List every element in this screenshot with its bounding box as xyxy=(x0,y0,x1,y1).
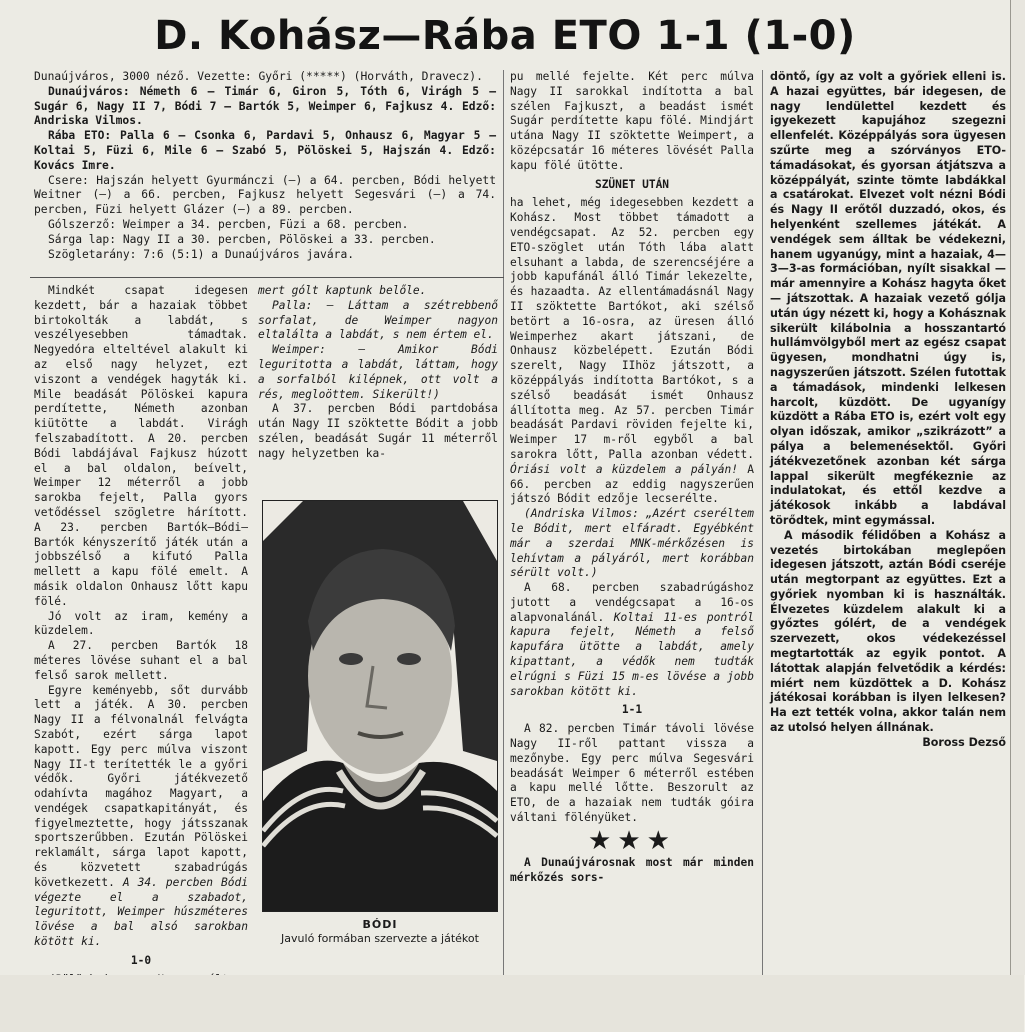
paragraph-text: A 68. percben szabadrúgáshoz jutott a vendégcsapat a 16-os alapvonalánál. xyxy=(510,581,754,624)
quote-text: Weimper: — Amikor Bódi leguritotta a labdát, láttam, hogy a sorfalból kilépnek, ott volt a rés, megloöttem. Sikerült!) xyxy=(258,343,498,401)
quote xyxy=(258,284,498,299)
yellow-cards: Sárga lap: Nagy II a 30. percben, Pölöskei a 33. percben. xyxy=(48,232,436,246)
match-venue: Dunaújváros, 3000 néző. Vezette: Győri (*****) (Horváth, Dravecz). xyxy=(34,70,483,83)
score-subhead: 1-0 xyxy=(130,953,152,967)
author: Boross Dezső xyxy=(922,735,1006,749)
article-column-1 xyxy=(34,284,248,974)
score-subhead: 1-1 xyxy=(621,703,643,717)
star-separator: ★★★ xyxy=(588,825,676,856)
paragraph-text: ha lehet, még idegesebben kezdett a Kohász. Most többet támadott a vendégcsapat. Az 52. percben egy ETO-szöglet után Tóth lába alatt elsuhant a labda, de szerencséjére a jobb kapufánál álló Timár lekezelte, és hazaadta. Az ellentámadásnál Nagy II szöktette Bartókot, aki szélső betört a 16-osra, az üresen álló Weimperhez akart játszani, de Onhausz közbelépett. Ezután Bódi szerelt, Nagy IIhöz játszott, a középpályás indította Bartókot, s a szélső beadását ismét Onhausz állította meg. Az 57. percben Timár beadását Pardavi röviden fejelte ki, Weimper 17 m-ről egyből a bal sarokra lőtt, Palla azonban védett. xyxy=(510,196,754,461)
corner-ratio: Szögletarány: 7:6 (5:1) a Dunaújváros javára. xyxy=(48,247,355,261)
player-photo xyxy=(262,500,498,912)
paragraph: pu mellé fejelte. Két perc múlva Nagy II sarokkal indította a bal szélen Fajkuszt, a beadást ismét Sugár perdítette kapu fölé. Mindjárt utána Nagy II szöktette Weimpert, a középcsatár 16 méteres lövését Palla kapu fölé ütötte. xyxy=(510,70,754,172)
page-margin xyxy=(0,975,1024,1032)
photo-caption xyxy=(262,918,498,946)
column-divider xyxy=(762,70,763,975)
portrait-image xyxy=(263,501,497,911)
quote-text: Palla: — Láttam a szétrebbenő sorfalat, de Weimper nagyon eltalálta a labdát, s nem értem el. xyxy=(258,298,498,342)
lineup-away: Rába ETO: Palla 6 — Csonka 6, Pardavi 5, Onhausz 6, Magyar 5 — Koltai 5, Füzi 6, Mile 6 — Szabó 5, Pölöskei 5, Hajszán 4. Edző: Kovács Imre. xyxy=(34,129,496,172)
paragraph-text: Egyre keményebb, sőt durvább lett a játék. A 30. percben Nagy II a félvonalnál felvágta Szabót, ezért sárga lapot kapott. Egy perc múlva viszont Nagy II-t terítették le a győri védők. Győri játékvezető odahívta magához Magyart, a vendégek csapatkapitányát, és figyelmeztette, hogy játsszanak sportszerűbben. Ezután Pölöskei reklamált, sárga lapot kapott, és közvetett szabadrúgás következett. xyxy=(34,683,248,889)
column-divider xyxy=(503,70,504,975)
section-subhead: SZÜNET UTÁN xyxy=(594,177,670,191)
match-info-box xyxy=(34,70,496,270)
substitutions: Csere: Hajszán helyett Gyurmánczi (—) a 64. percben, Bódi helyett Weitner (—) a 66. percben, Fajkusz helyett Segesvári (—) a 74. percben, Füzi helyett Glázer (—) a 89. percben. xyxy=(34,173,496,217)
paragraph: döntő, így az volt a győriek elleni is. A hazai együttes, bár idegesen, de nagy lendülettel kezdett és igyekezett kapujához szegezni ellenfelét. Középpályás sora ügyesen szűrte meg a szórványos ETO-támadásokat, és gyorsan átjátszva a középpályát, szinte tömte labdákkal a csatárokat. Elvezet volt nézni Bódi és Nagy II erőtől duzzadó, okos, és helyenként szellemes játékát. A vendégek sem álltak be védekezni, hanem ugyanúgy, mint a hazaiak, 4—3—3-as formációban, nyílt sisakkal — már amennyire a Kohász hagyta őket — játszottak. A hazaiak vezető gólja után úgy nézett ki, hogy a Kohásznak sikerült kilábolnia a hosszantartó hullámvölgyből mert az egész csapat ügyesen, mondhatni úgy is, nagyszerűen játszott. Szélen futottak a támadások, mindenki lelkesen harcolt, küzdött. De ugyanígy küzdött a Rába ETO is, ezért volt egy olyan időszak, amikor „szikrázott” a pálya a belemenésektől. Győri játékvezetőnek azonban két sárga lappal sikerült megfékeznie az indulatokat, és ettől kezdve a játékosok inkább a labdával törődtek, mint egymással. xyxy=(770,70,1006,527)
paragraph xyxy=(34,684,248,950)
lineup-home: Dunaújváros: Németh 6 — Timár 6, Giron 5, Tóth 6, Virágh 5 — Sugár 6, Nagy II 7, Bódi 7 — Bartók 5, Weimper 6, Fajkusz 4. Edző: Andriska Vilmos. xyxy=(34,84,496,128)
paragraph: A 37. percben Bódi partdobása után Nagy II szöktette Bódit a jobb szélen, beadását Sugár 11 méterről nagy helyzetben ka- xyxy=(258,402,498,460)
quote xyxy=(258,299,498,343)
paragraph: A 27. percben Bartók 18 méteres lövése suhant el a bal felső sarok mellett. xyxy=(34,639,248,682)
paragraph-italic: Óriási volt a küzdelem a pályán! xyxy=(510,462,739,476)
paragraph-italic: A 34. percben Bódi végezte el a szabadot, leguritott, Weimper húszméteres lövése a bal alsó sarokban kötött ki. xyxy=(34,875,248,949)
paragraph: Jó volt az iram, kemény a küzdelem. xyxy=(34,609,248,638)
quote-text: (Andriska Vilmos: „Azért cseréltem le Bódit, mert elfáradt. Egyébként már a szerdai MNK-mérkőzésen is lehívtam a pályáról, mert korábban sérült volt.) xyxy=(510,507,754,580)
article-column-4 xyxy=(770,70,1006,970)
quote-text: mert gólt kaptunk belőle. xyxy=(258,284,427,297)
info-divider xyxy=(30,277,504,278)
caption-name: BÓDI xyxy=(362,918,398,931)
goalscorers: Gólszerző: Weimper a 34. percben, Füzi a 68. percben. xyxy=(48,217,409,231)
paragraph: Mindkét csapat idegesen kezdett, bár a hazaiak többet birtokolták a labdát, s veszélyesebben támadtak. Negyedóra elteltével alakult ki az első nagy helyzet, ezt viszont a vendégek hagyták ki. Mile beadását Pölöskei kapura perdítette, Németh azonban kiütötte a labdát. Virágh felszabadított. A 20. percben Bódi labdájával Fajkusz húzott el a bal oldalon, beívelt, Weimper 12 méterről a jobb sarokba fejelt, Palla gyors vetődéssel szögletre hárított. A 23. percben Bartók–Bódi–Bartók kényszerítő játék után a jobbszélső a kifutó Palla mellett a kapu fölé emelt. A másik oldalon Onhausz lőtt kapu fölé. xyxy=(34,284,248,608)
article-column-3 xyxy=(510,70,754,970)
paragraph: A második félidőben a Kohász a vezetés birtokában meglepően idegesen játszott, aztán Bódi cseréje után megtorpant az együttes. Ezt a győriek nyomban ki is használták. Élvezetes küzdelem alakult ki a győztes gólért, de a vendégek szervezett, okos védekezéssel megtartották az egyik pontot. A látottak alapján felvetődik a kérdés: miért nem küzdöttek a D. Kohász játékosai korábban is ilyen lelkesen? Ha ezt tették volna, akkor talán nem az utolsó helyen állnának. xyxy=(770,528,1006,735)
paragraph-italic: Koltai 11-es pontról kapura fejelt, Németh a felső kapufára ütötte a labdát, amely kipattant, a védők nem tudták elrúgni s Füzi 15 m-es lövése a jobb sarokban kötött ki. xyxy=(510,610,754,698)
paragraph: A 82. percben Timár távoli lövése Nagy II-ről pattant vissza a mezőnybe. Egy perc múlva Segesvári beadását Weimper 6 méterről estében a kapu mellé lőtte. Beszorult az ETO, de a hazaiak nem tudták góira váltani fölényüket. xyxy=(510,722,754,825)
paragraph xyxy=(510,581,754,699)
headline: D. Kohász—Rába ETO 1-1 (1-0) xyxy=(154,13,856,59)
paragraph xyxy=(510,196,754,507)
quote xyxy=(510,507,754,581)
adjacent-page-edge xyxy=(1010,0,1025,975)
article-column-2 xyxy=(258,284,498,494)
caption-text: Javuló formában szervezte a játékot xyxy=(281,932,479,945)
paragraph: A Dunaújvárosnak most már minden mérkőzés sors- xyxy=(510,855,754,884)
paragraph-text: A 66. percben az eddig nagyszerűen játszó Bódit edzője lecserélte. xyxy=(510,462,754,506)
quote xyxy=(258,343,498,402)
